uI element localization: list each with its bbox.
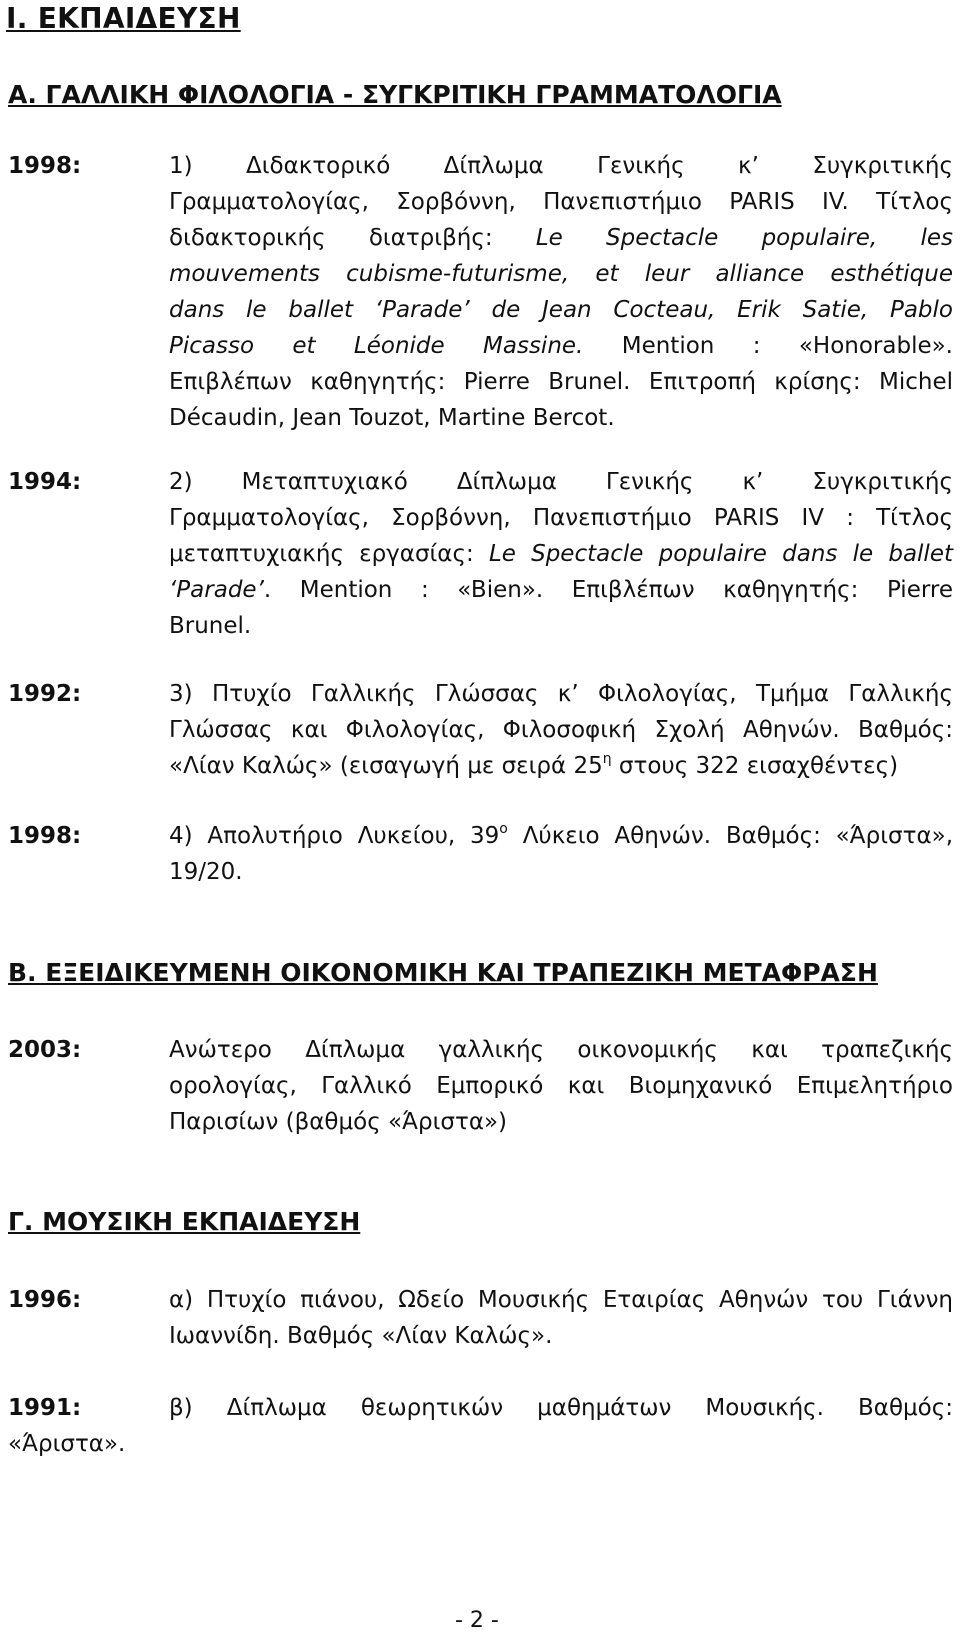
section-title: Ι. ΕΚΠΑΙΔΕΥΣΗ (6, 2, 241, 35)
text-line: Παρισίων (βαθμός «Άριστα») (169, 1109, 508, 1135)
text-line: 1) Διδακτορικό Δίπλωμα Γενικής κ’ Συγκριτικής (169, 153, 953, 179)
text-line: Décaudin, Jean Touzot, Martine Bercot. (169, 405, 615, 431)
text-segment: μεταπτυχιακής εργασίας: (169, 541, 474, 567)
text-line: «Άριστα». (8, 1431, 126, 1457)
entry-text (169, 818, 953, 890)
italic-title: Le Spectacle populaire dans le ballet (488, 541, 953, 567)
text-line (169, 572, 953, 608)
italic-title-line: dans le ballet ‘Parade’ de Jean Cocteau, Erik Satie, Pablo (169, 297, 953, 323)
entry-text (169, 1282, 953, 1354)
text-segment: «Λίαν Καλώς» (εισαγωγή με σειρά 25 (169, 753, 603, 779)
subsection-title-c: Γ. ΜΟΥΣΙΚΗ ΕΚΠΑΙΔΕΥΣΗ (8, 1207, 361, 1236)
subsection-title-b: Β. ΕΞΕΙΔΙΚΕΥΜΕΝΗ ΟΙΚΟΝΟΜΙΚΗ ΚΑΙ ΤΡΑΠΕΖΙΚΗ ΜΕΤΑΦΡΑΣΗ (8, 958, 878, 987)
entry-year: 2003: (8, 1037, 82, 1063)
entry-year: 1996: (8, 1287, 82, 1313)
text-line: Γραμματολογίας, Σορβόννη, Πανεπιστήμιο PARIS IV. Τίτλος (169, 189, 953, 215)
entry-text (169, 464, 953, 644)
text-line: 2) Μεταπτυχιακό Δίπλωμα Γενικής κ’ Συγκριτικής (169, 469, 953, 495)
text-line: ορολογίας, Γαλλικό Εμπορικό και Βιομηχανικό Επιμελητήριο (169, 1073, 953, 1099)
italic-title: Picasso et Léonide Massine. (169, 333, 584, 359)
text-line: α) Πτυχίο πιάνου, Ωδείο Μουσικής Εταιρίας Αθηνών του Γιάννη (169, 1287, 953, 1313)
entry-year: 1998: (8, 153, 82, 179)
text-line: β) Δίπλωμα θεωρητικών μαθημάτων Μουσικής. Βαθμός: (169, 1395, 953, 1421)
text-line: 3) Πτυχίο Γαλλικής Γλώσσας κ’ Φιλολογίας, Τμήμα Γαλλικής (169, 681, 953, 707)
text-segment: στους 322 εισαχθέντες) (611, 753, 899, 779)
italic-title: Le Spectacle populaire, les (535, 225, 953, 251)
text-segment: . Mention : «Bien». Επιβλέπων καθηγητής: Pierre (263, 577, 953, 603)
text-segment: διδακτορικής διατριβής: (169, 225, 493, 251)
text-segment: Λύκειο Αθηνών. Βαθμός: «Άριστα», (507, 823, 954, 849)
text-line: Γραμματολογίας, Σορβόννη, Πανεπιστήμιο PARIS IV : Τίτλος (169, 505, 953, 531)
text-segment: 4) Απολυτήριο Λυκείου, 39 (169, 823, 500, 849)
continuation-line (8, 1426, 953, 1462)
page-number: - 2 - (455, 1608, 499, 1633)
entry-year: 1994: (8, 469, 82, 495)
entry-text (169, 148, 953, 436)
entry-year: 1991: (8, 1395, 82, 1421)
italic-title-line: mouvements cubisme-futurisme, et leur alliance esthétique (169, 261, 953, 287)
entry-year: 1992: (8, 681, 82, 707)
text-line (169, 818, 953, 854)
text-line: Ιωαννίδη. Βαθμός «Λίαν Καλώς». (169, 1323, 553, 1349)
text-line: Επιβλέπων καθηγητής: Pierre Brunel. Επιτροπή κρίσης: Michel (169, 369, 953, 395)
text-line: Ανώτερο Δίπλωμα γαλλικής οικονομικής και τραπεζικής (169, 1037, 953, 1063)
entry-text (169, 676, 953, 784)
entry-text (169, 1032, 953, 1140)
superscript: η (602, 751, 612, 767)
text-line: 19/20. (169, 859, 243, 885)
text-segment: Mention : «Honorable». (621, 333, 953, 359)
text-line (169, 536, 953, 572)
text-line (169, 220, 953, 256)
text-line: Brunel. (169, 613, 252, 639)
text-line: Γλώσσας και Φιλολογίας, Φιλοσοφική Σχολή Αθηνών. Βαθμός: (169, 717, 953, 743)
text-line (169, 748, 953, 784)
superscript: ο (499, 821, 508, 837)
subsection-title-a: Α. ΓΑΛΛΙΚΗ ΦΙΛΟΛΟΓΙΑ - ΣΥΓΚΡΙΤΙΚΗ ΓΡΑΜΜΑΤΟΛΟΓΙΑ (8, 80, 782, 109)
entry-year: 1998: (8, 823, 82, 849)
italic-title: ‘Parade’ (169, 577, 264, 603)
text-line (169, 328, 953, 364)
entry-text (169, 1390, 953, 1426)
